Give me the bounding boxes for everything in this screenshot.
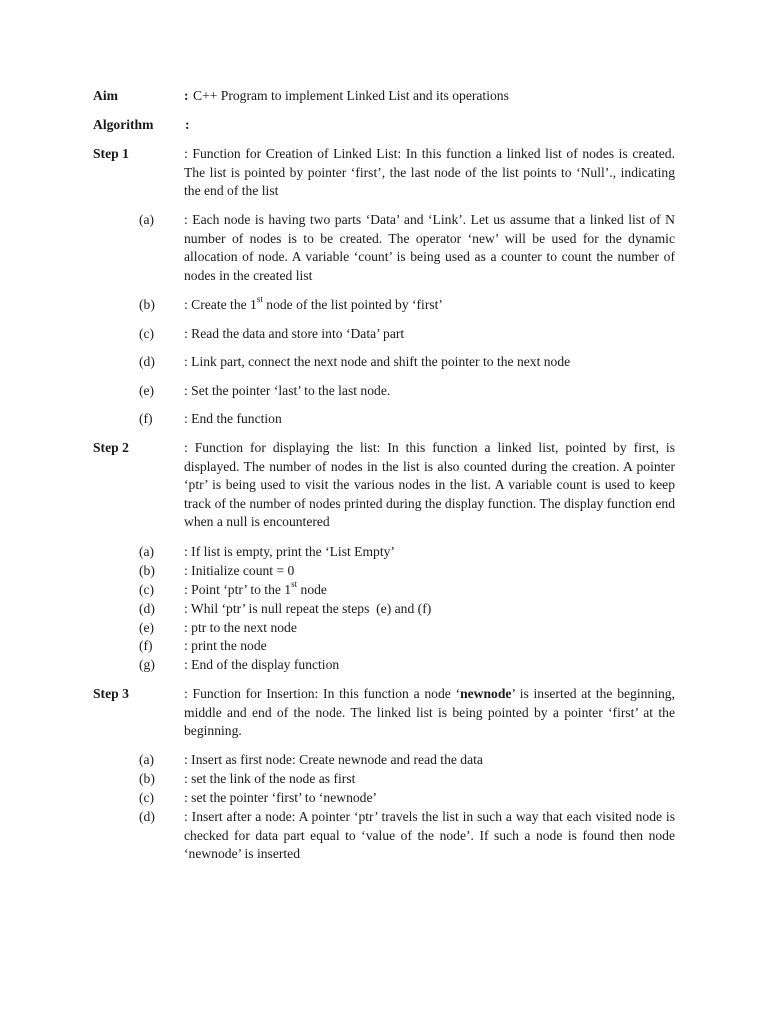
aim-label: Aim — [93, 88, 118, 103]
step2-item-d-text: : Whil ‘ptr’ is null repeat the steps (e) and (f) — [184, 601, 432, 616]
step2-item-a-text: : If list is empty, print the ‘List Empty’ — [184, 544, 395, 559]
step3-label: Step 3 — [93, 686, 129, 701]
step1-item-a-text: : Each node is having two parts ‘Data’ and ‘Link’. Let us assume that a linked list of N number of nodes is to be created. The operator ‘new’ will be used for the dynamic allocation of node. A variable ‘count’ is being used as a counter to count the number of nodes in the created list — [184, 212, 675, 283]
step3-item-d-marker: (d) — [139, 809, 155, 824]
step1-text: : Function for Creation of Linked List: In this function a linked list of nodes is created. The list is pointed by pointer ‘first’, the last node of the list points to ‘Null’., indicating the end of the list — [184, 146, 675, 199]
step1-item-a-marker: (a) — [139, 212, 155, 227]
step2-item-e-marker: (e) — [139, 620, 155, 635]
step1-item-e-marker: (e) — [139, 383, 155, 398]
step1-item-b-text: : Create the 1st node of the list pointed by ‘first’ — [184, 294, 443, 312]
step1-item-b-marker: (b) — [139, 297, 155, 312]
step2-label: Step 2 — [93, 440, 129, 455]
step1-item-c-marker: (c) — [139, 326, 155, 341]
step1-label: Step 1 — [93, 146, 129, 161]
step3-item-b-marker: (b) — [139, 771, 155, 786]
step3-item-c-marker: (c) — [139, 790, 155, 805]
step1-item-d-text: : Link part, connect the next node and shift the pointer to the next node — [184, 354, 571, 369]
aim-text: : C++ Program to implement Linked List and its operations — [184, 88, 509, 103]
algorithm-label: Algorithm — [93, 117, 154, 132]
step3-item-c-text: : set the pointer ‘first’ to ‘newnode’ — [184, 790, 378, 805]
step2-item-c-text: : Point ‘ptr’ to the 1st node — [184, 579, 327, 597]
step2-item-e-text: : ptr to the next node — [184, 620, 297, 635]
step2-item-c-marker: (c) — [139, 582, 155, 597]
step1-item-f-text: : End the function — [184, 411, 282, 426]
step2-item-g-marker: (g) — [139, 657, 155, 672]
step2-item-d-marker: (d) — [139, 601, 155, 616]
step2-item-b-text: : Initialize count = 0 — [184, 563, 295, 578]
step2-item-b-marker: (b) — [139, 563, 155, 578]
step3-item-d-text: : Insert after a node: A pointer ‘ptr’ travels the list in such a way that each visited node is checked for data part equal to ‘value of the node’. If such a node is found then node ‘newnode’ is inserted — [184, 809, 675, 862]
step1-item-c-text: : Read the data and store into ‘Data’ part — [184, 326, 405, 341]
step3-text: : Function for Insertion: In this function a node ‘newnode’ is inserted at the beginning, middle and end of the node. The linked list is being pointed by a pointer ‘first’ at the beginning. — [184, 686, 675, 739]
step1-item-f-marker: (f) — [139, 411, 153, 426]
step2-text: : Function for displaying the list: In this function a linked list, pointed by first, is displayed. The number of nodes in the list is also counted during the creation. A pointer ‘ptr’ is being used to visit the various nodes in the list. A variable count is used to keep track of the number of nodes printed during the display function. The display function end when a null is encountered — [184, 440, 675, 530]
step2-item-a-marker: (a) — [139, 544, 155, 559]
newnode-keyword: newnode — [460, 686, 512, 701]
step1-item-d-marker: (d) — [139, 354, 155, 369]
step3-item-b-text: : set the link of the node as first — [184, 771, 356, 786]
step3-item-a-text: : Insert as first node: Create newnode and read the data — [184, 752, 483, 767]
step1-item-e-text: : Set the pointer ‘last’ to the last node. — [184, 383, 391, 398]
step2-item-f-text: : print the node — [184, 638, 267, 653]
step3-item-a-marker: (a) — [139, 752, 155, 767]
algorithm-separator: : — [185, 117, 190, 132]
step2-item-f-marker: (f) — [139, 638, 153, 653]
step2-item-g-text: : End of the display function — [184, 657, 340, 672]
